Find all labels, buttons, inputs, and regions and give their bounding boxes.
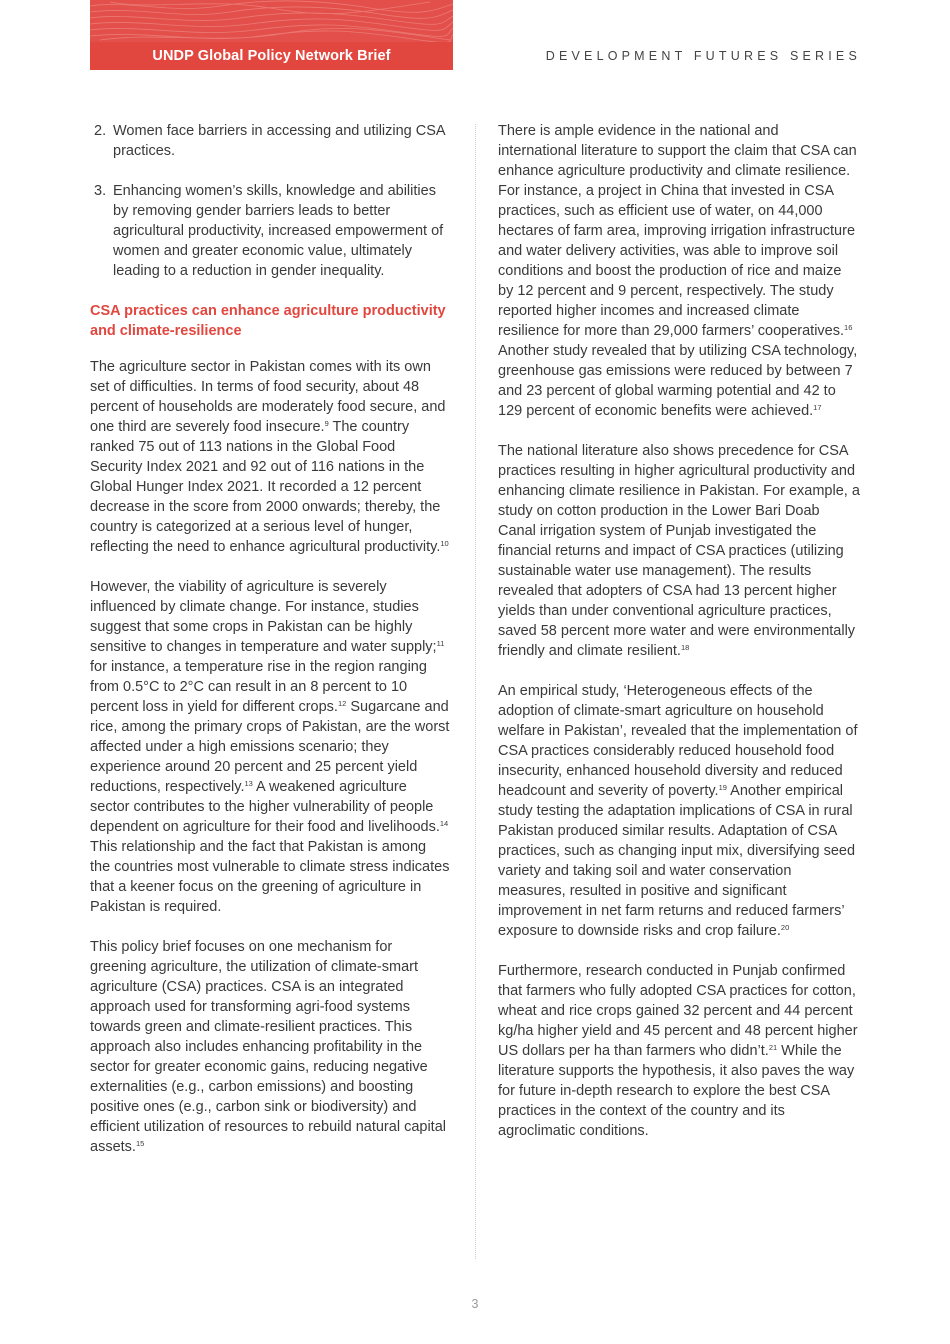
text-run: Furthermore, research conducted in Punjab confirmed that farmers who fully adopted CSA practices for cotton, wheat and rice crops gained 32 percent and 44 percent kg/ha higher yield and 45 percent and 48 percent higher US dollars per ha than farmers who didn’t. [498, 963, 858, 1059]
text-run: A weakened agriculture sector contributes to the higher vulnerability of people dependent on agriculture for their food and livelihoods. [90, 779, 440, 835]
footnote-ref: 17 [813, 403, 822, 412]
text-run: The country ranked 75 out of 113 nations in the Global Food Security Index 2021 and 92 out of 116 nations in the Global Hunger Index 2021. It recorded a 12 percent decrease in the score from 2000 onwards; thereby, the country is categorized at a serious level of hunger, reflecting the need to enhance agricultural productivity. [90, 419, 441, 555]
banner-wave-pattern [90, 0, 453, 42]
text-run: An empirical study, ‘Heterogeneous effects of the adoption of climate-smart agriculture on household welfare in Pakistan’, revealed that the implementation of CSA practices considerably reduced household food insecurity, enhanced household diversity and reduced headcount and severity of poverty. [498, 683, 858, 799]
text-run: There is ample evidence in the national and international literature to support the claim that CSA can enhance agriculture productivity and climate resilience. For instance, a project in China that invested in CSA practices, such as efficient use of water, on 44,000 hectares of farm area, improving irrigation infrastructure and water delivery activities, was able to improve soil conditions and boost the production of rice and maize by 12 percent and 9 percent, respectively. The study reported higher incomes and increased climate resilience for more than 29,000 farmers’ cooperatives. [498, 123, 857, 339]
left-column [90, 121, 450, 1157]
list-item [90, 181, 450, 281]
header-banner [90, 0, 453, 70]
right-column [498, 121, 860, 1141]
section-heading: CSA practices can enhance agriculture productivity and climate-resilience [90, 303, 446, 339]
footnote-ref: 18 [680, 643, 690, 652]
paragraph [90, 937, 450, 1157]
paragraph [90, 577, 450, 917]
paragraph [498, 121, 860, 421]
list-text: Enhancing women’s skills, knowledge and abilities by removing gender barriers leads to better agricultural productivity, increased empowerment of women and greater economic value, ultimately leading to a reduction in gender inequality. [113, 183, 444, 279]
text-run: While the literature supports the hypothesis, it also paves the way for future in-depth research to explore the best CSA practices in the context of the country and its agroclimatic conditions. [498, 1043, 855, 1139]
numbered-list [90, 121, 450, 281]
column-divider [475, 124, 476, 1259]
series-label: DEVELOPMENT FUTURES SERIES [545, 49, 861, 63]
footnote-ref: 10 [440, 539, 449, 548]
footnote-ref: 21 [768, 1043, 778, 1052]
footnote-ref: 9 [324, 419, 329, 428]
footnote-ref: 15 [135, 1139, 145, 1148]
text-run: Another empirical study testing the adaptation implications of CSA in rural Pakistan produced similar results. Adaptation of CSA practices, such as changing input mix, diversifying seed variety and taking soil and water conservation measures, resulted in positive and significant improvement in net farm returns and reduced farmers’ exposure to downside risks and crop failure. [498, 783, 856, 939]
text-run: The agriculture sector in Pakistan comes with its own set of difficulties. In terms of food security, about 48 percent of households are moderately food secure, and one third are severely food insecure. [90, 359, 446, 435]
list-number: 3. [94, 183, 107, 199]
paragraph [498, 961, 860, 1141]
footnote-ref: 16 [844, 323, 853, 332]
footnote-ref: 14 [439, 819, 449, 828]
footnote-ref: 19 [718, 783, 727, 792]
list-text: Women face barriers in accessing and utilizing CSA practices. [113, 123, 445, 159]
footnote-ref: 20 [780, 923, 790, 932]
list-item [90, 121, 450, 161]
brief-label: UNDP Global Policy Network Brief [90, 42, 453, 70]
footnote-ref: 13 [244, 779, 253, 788]
footnote-ref: 11 [436, 639, 445, 648]
paragraph [90, 357, 450, 557]
footnote-ref: 12 [337, 699, 347, 708]
text-run: This relationship and the fact that Pakistan is among the countries most vulnerable to climate stress indicates that a keener focus on the greening of agriculture in Pakistan is required. [90, 839, 450, 915]
list-number: 2. [94, 123, 107, 139]
text-run: This policy brief focuses on one mechanism for greening agriculture, the utilization of climate-smart agriculture (CSA) practices. CSA is an integrated approach used for transforming agri-food systems towards green and climate-resilient practices. This approach also includes enhancing profitability in the sector for greater economic gains, reducing negative externalities (e.g., carbon emissions) and boosting positive ones (e.g., carbon sink or biodiversity) and efficient utilization of resources to rebuild natural capital assets. [90, 939, 446, 1155]
paragraph [498, 441, 860, 661]
text-run: for instance, a temperature rise in the region ranging from 0.5°C to 2°C can result in an 8 percent to 10 percent loss in yield for different crops. [90, 659, 427, 715]
paragraph [498, 681, 860, 941]
text-run: However, the viability of agriculture is severely influenced by climate change. For instance, studies suggest that some crops in Pakistan can be highly sensitive to changes in temperature and water supply; [90, 579, 437, 655]
page-number: 3 [471, 1297, 479, 1311]
text-run: The national literature also shows precedence for CSA practices resulting in higher agricultural productivity and enhancing climate resilience in Pakistan. For example, a study on cotton production in the Lower Bari Doab Canal irrigation system of Punjab investigated the financial returns and impact of CSA practices (utilizing sustainable water use management). The results revealed that adopters of CSA had 13 percent higher yields than under conventional agriculture practices, saved 58 percent more water and were environmentally friendly and climate resilient. [498, 443, 860, 659]
text-run: Another study revealed that by utilizing CSA technology, greenhouse gas emissions were reduced by between 7 and 23 percent of global warming potential and 42 to 129 percent of economic benefits were achieved. [498, 343, 858, 419]
text-run: Sugarcane and rice, among the primary crops of Pakistan, are the worst affected under a high emissions scenario; they experience around 20 percent and 25 percent yield reductions, respectively. [90, 699, 450, 795]
